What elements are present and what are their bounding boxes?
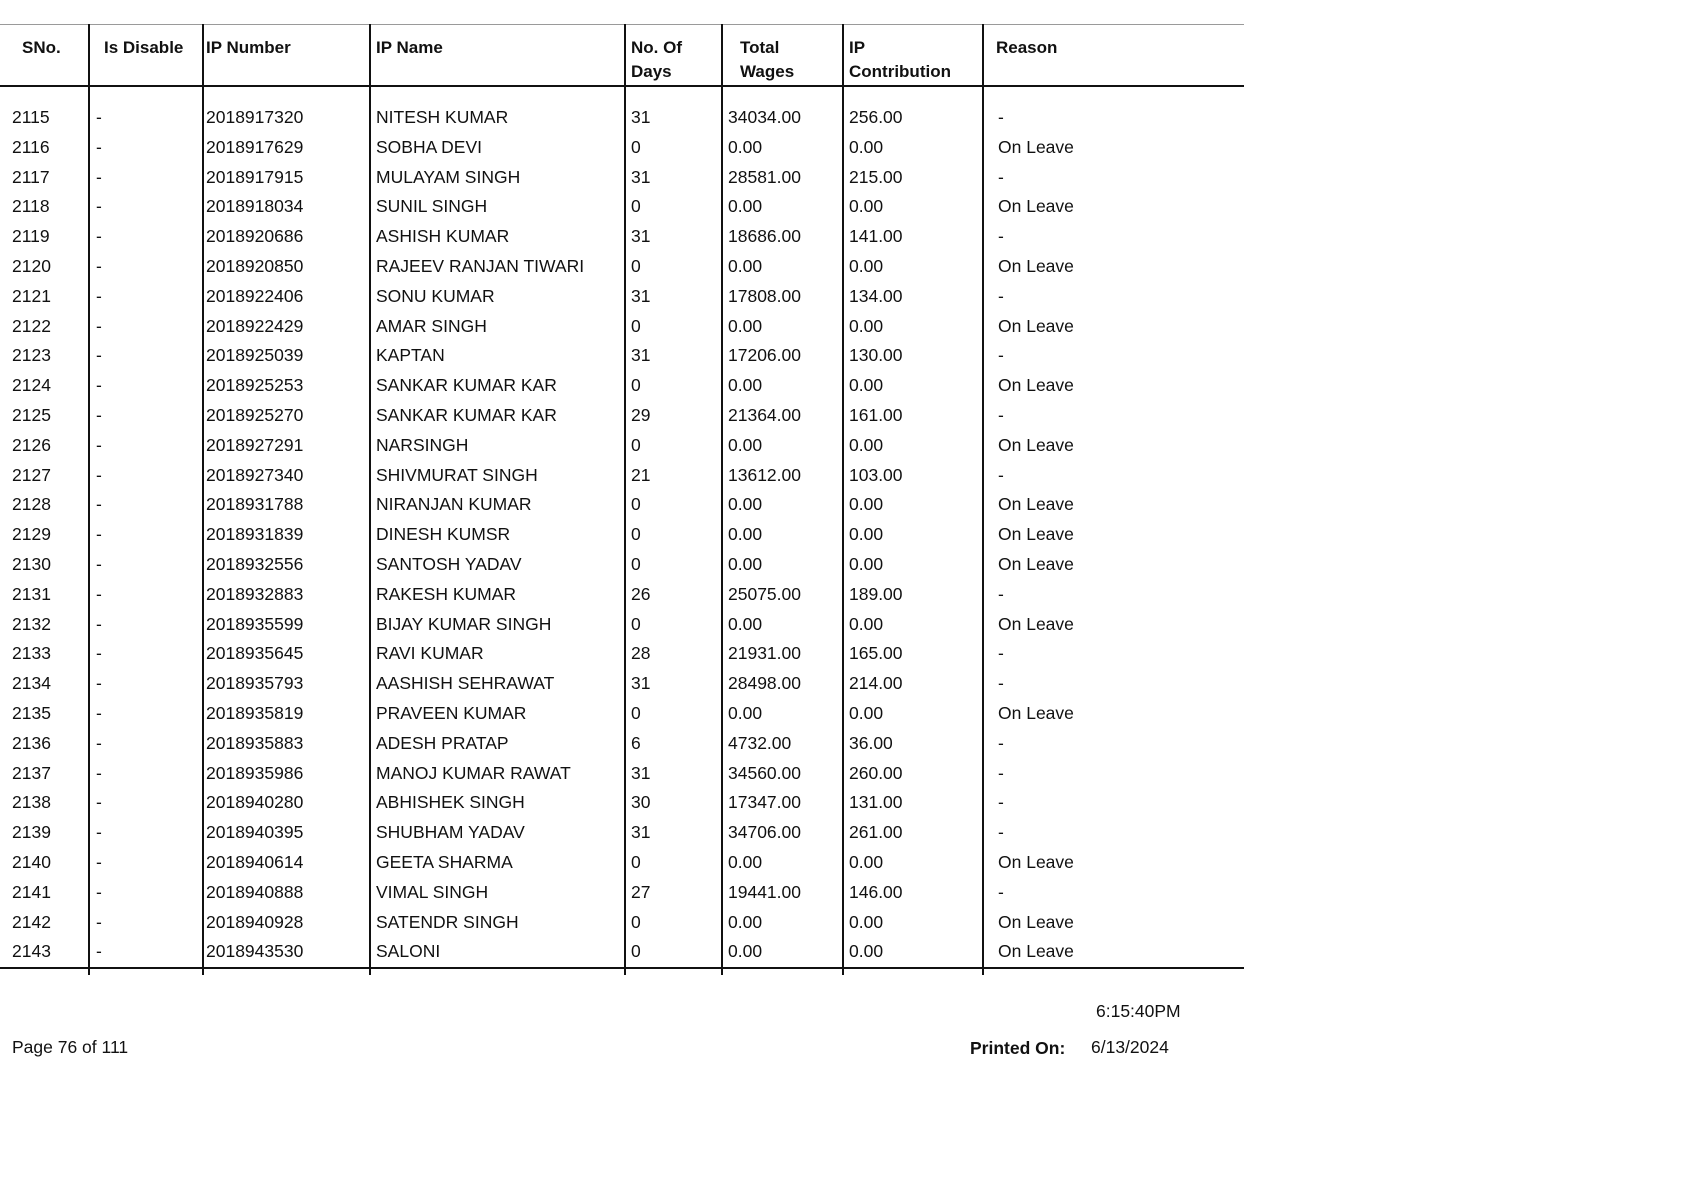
cell-sno: 2138 [12,792,51,813]
cell-is-disable: - [96,702,102,723]
cell-is-disable: - [96,226,102,247]
cell-total-wages: 0.00 [728,136,763,157]
cell-is-disable: - [96,345,102,366]
cell-is-disable: - [96,404,102,425]
cell-ip-name: NIRANJAN KUMAR [376,494,532,515]
cell-reason: On Leave [998,494,1074,515]
table-row [0,282,1244,312]
cell-ip-number: 2018927340 [206,464,304,485]
table-row [0,639,1244,669]
cell-sno: 2127 [12,464,51,485]
cell-sno: 2134 [12,673,51,694]
cell-total-wages: 34706.00 [728,822,801,843]
cell-is-disable: - [96,285,102,306]
cell-ip-number: 2018922406 [206,285,304,306]
cell-ip-number: 2018940928 [206,911,304,932]
cell-is-disable: - [96,553,102,574]
table-row [0,371,1244,401]
cell-ip-contribution: 0.00 [849,255,884,276]
cell-total-wages: 0.00 [728,434,763,455]
cell-is-disable: - [96,941,102,962]
cell-is-disable: - [96,643,102,664]
header-ip-contribution: IP Contribution [849,38,951,81]
cell-ip-number: 2018917320 [206,107,304,127]
table-row [0,312,1244,342]
cell-ip-number: 2018925253 [206,375,304,396]
cell-no-of-days: 0 [631,941,641,962]
header-bottom-rule [0,85,1244,87]
cell-ip-number: 2018931839 [206,524,304,545]
cell-ip-number: 2018935819 [206,702,304,723]
cell-reason: - [998,166,1004,187]
cell-ip-number: 2018943530 [206,941,304,962]
cell-ip-name: SOBHA DEVI [376,136,483,157]
contribution-table [0,24,1244,969]
cell-reason: On Leave [998,524,1074,545]
cell-ip-contribution: 0.00 [849,315,884,336]
cell-ip-number: 2018940888 [206,881,304,902]
cell-sno: 2130 [12,553,51,574]
cell-ip-number: 2018940280 [206,792,304,813]
page-number: Page 76 of 111 [12,1037,129,1057]
table-row [0,580,1244,610]
cell-ip-contribution: 131.00 [849,792,903,813]
cell-sno: 2143 [12,941,51,962]
cell-total-wages: 17206.00 [728,345,801,366]
cell-is-disable: - [96,822,102,843]
cell-is-disable: - [96,881,102,902]
cell-total-wages: 0.00 [728,196,763,217]
cell-ip-contribution: 0.00 [849,613,884,634]
cell-ip-contribution: 0.00 [849,851,884,872]
cell-is-disable: - [96,136,102,157]
table-row [0,818,1244,848]
cell-sno: 2140 [12,851,51,872]
cell-is-disable: - [96,911,102,932]
table-row [0,550,1244,580]
header-ip-name: IP Name [376,38,443,57]
cell-ip-number: 2018932883 [206,583,304,604]
cell-reason: - [998,643,1004,664]
cell-ip-contribution: 134.00 [849,285,903,306]
header-total-wages: Total Wages [740,38,795,81]
cell-reason: - [998,345,1004,366]
cell-ip-number: 2018935599 [206,613,304,634]
cell-ip-contribution: 260.00 [849,762,903,783]
cell-ip-number: 2018935793 [206,673,304,694]
cell-sno: 2142 [12,911,51,932]
cell-no-of-days: 30 [631,792,651,813]
cell-no-of-days: 31 [631,762,651,783]
table-row [0,133,1244,163]
table-row [0,252,1244,282]
cell-no-of-days: 31 [631,226,651,247]
cell-sno: 2118 [12,196,50,217]
cell-total-wages: 25075.00 [728,583,801,604]
cell-total-wages: 17347.00 [728,792,801,813]
cell-no-of-days: 31 [631,107,651,127]
cell-reason: - [998,464,1004,485]
cell-sno: 2126 [12,434,51,455]
cell-ip-contribution: 0.00 [849,941,884,962]
cell-total-wages: 28581.00 [728,166,801,187]
cell-ip-number: 2018931788 [206,494,304,515]
cell-ip-name: BIJAY KUMAR SINGH [376,613,552,634]
cell-reason: On Leave [998,613,1074,634]
cell-sno: 2135 [12,702,51,723]
column-divider-tick [842,967,844,975]
cell-ip-name: SHIVMURAT SINGH [376,464,538,485]
cell-total-wages: 0.00 [728,941,763,962]
cell-ip-contribution: 261.00 [849,822,903,843]
cell-ip-name: SATENDR SINGH [376,911,519,932]
cell-total-wages: 0.00 [728,702,763,723]
cell-reason: On Leave [998,851,1074,872]
cell-ip-name: SANKAR KUMAR KAR [376,404,557,425]
cell-reason: On Leave [998,375,1074,396]
cell-no-of-days: 27 [631,881,651,902]
header-is-disable: Is Disable [104,38,184,57]
cell-is-disable: - [96,792,102,813]
cell-ip-name: ABHISHEK SINGH [376,792,525,813]
cell-no-of-days: 0 [631,434,641,455]
cell-reason: On Leave [998,196,1074,217]
cell-ip-contribution: 214.00 [849,673,903,694]
header-no-of-days: No. Of Days [631,38,682,81]
cell-is-disable: - [96,315,102,336]
cell-reason: On Leave [998,255,1074,276]
table-row [0,461,1244,491]
cell-no-of-days: 0 [631,375,641,396]
table-row [0,431,1244,461]
table-row [0,610,1244,640]
cell-ip-name: MULAYAM SINGH [376,166,521,187]
cell-no-of-days: 6 [631,732,641,753]
cell-ip-contribution: 0.00 [849,196,884,217]
cell-ip-contribution: 0.00 [849,375,884,396]
cell-total-wages: 18686.00 [728,226,801,247]
table-bottom-rule [0,967,1244,969]
cell-ip-contribution: 161.00 [849,404,903,425]
cell-no-of-days: 31 [631,673,651,694]
table-row [0,163,1244,193]
cell-ip-contribution: 0.00 [849,911,884,932]
cell-ip-contribution: 0.00 [849,434,884,455]
cell-ip-number: 2018927291 [206,434,304,455]
column-divider-tick [624,967,626,975]
cell-reason: On Leave [998,702,1074,723]
cell-sno: 2141 [12,881,51,902]
cell-reason: - [998,792,1004,813]
cell-ip-number: 2018935645 [206,643,304,664]
table-row [0,878,1244,908]
cell-total-wages: 13612.00 [728,464,801,485]
cell-ip-name: SANKAR KUMAR KAR [376,375,557,396]
cell-no-of-days: 0 [631,136,641,157]
cell-ip-contribution: 141.00 [849,226,903,247]
cell-is-disable: - [96,196,102,217]
cell-ip-number: 2018918034 [206,196,304,217]
cell-ip-name: RAJEEV RANJAN TIWARI [376,255,585,276]
cell-ip-number: 2018935883 [206,732,304,753]
cell-sno: 2125 [12,404,51,425]
cell-no-of-days: 0 [631,851,641,872]
cell-sno: 2137 [12,762,51,783]
cell-total-wages: 28498.00 [728,673,801,694]
cell-is-disable: - [96,851,102,872]
cell-reason: - [998,732,1004,753]
cell-total-wages: 0.00 [728,524,763,545]
cell-reason: - [998,285,1004,306]
cell-ip-name: RAVI KUMAR [376,643,484,664]
cell-sno: 2123 [12,345,51,366]
table-row [0,699,1244,729]
cell-sno: 2116 [12,136,50,157]
table-row [0,759,1244,789]
cell-total-wages: 21364.00 [728,404,801,425]
cell-is-disable: - [96,524,102,545]
cell-no-of-days: 0 [631,255,641,276]
cell-sno: 2128 [12,494,51,515]
cell-ip-contribution: 165.00 [849,643,903,664]
cell-ip-contribution: 0.00 [849,136,884,157]
cell-ip-name: RAKESH KUMAR [376,583,517,604]
cell-no-of-days: 31 [631,166,651,187]
cell-total-wages: 4732.00 [728,732,792,753]
cell-reason: On Leave [998,941,1074,962]
cell-reason: - [998,881,1004,902]
cell-ip-name: DINESH KUMSR [376,524,511,545]
cell-ip-contribution: 130.00 [849,345,903,366]
cell-is-disable: - [96,375,102,396]
cell-ip-name: ASHISH KUMAR [376,226,510,247]
cell-sno: 2119 [12,226,50,247]
cell-ip-contribution: 146.00 [849,881,903,902]
table-row [0,103,1244,133]
cell-no-of-days: 0 [631,702,641,723]
cell-ip-contribution: 103.00 [849,464,903,485]
cell-sno: 2115 [12,107,50,127]
cell-ip-name: SALONI [376,941,441,962]
cell-reason: On Leave [998,434,1074,455]
cell-ip-name: SONU KUMAR [376,285,495,306]
cell-no-of-days: 21 [631,464,651,485]
cell-ip-name: PRAVEEN KUMAR [376,702,527,723]
cell-is-disable: - [96,613,102,634]
cell-total-wages: 21931.00 [728,643,801,664]
cell-total-wages: 0.00 [728,553,763,574]
cell-ip-name: NARSINGH [376,434,469,455]
column-divider-tick [369,967,371,975]
table-body [0,103,1244,967]
cell-sno: 2129 [12,524,51,545]
cell-no-of-days: 31 [631,345,651,366]
cell-total-wages: 0.00 [728,375,763,396]
cell-is-disable: - [96,732,102,753]
cell-ip-number: 2018925039 [206,345,304,366]
cell-ip-name: ADESH PRATAP [376,732,509,753]
cell-ip-name: KAPTAN [376,345,445,366]
cell-ip-contribution: 0.00 [849,524,884,545]
cell-total-wages: 0.00 [728,315,763,336]
cell-reason: On Leave [998,553,1074,574]
cell-ip-number: 2018932556 [206,553,304,574]
cell-ip-number: 2018917629 [206,136,304,157]
cell-ip-number: 2018935986 [206,762,304,783]
cell-reason: - [998,762,1004,783]
cell-no-of-days: 0 [631,196,641,217]
table-row [0,520,1244,550]
cell-sno: 2133 [12,643,51,664]
cell-no-of-days: 0 [631,524,641,545]
cell-total-wages: 0.00 [728,255,763,276]
column-divider-tick [202,967,204,975]
cell-ip-name: AMAR SINGH [376,315,487,336]
header-ip-number: IP Number [206,38,291,57]
cell-sno: 2117 [12,166,50,187]
table-row [0,848,1244,878]
table-row [0,341,1244,371]
cell-ip-number: 2018940614 [206,851,304,872]
cell-is-disable: - [96,762,102,783]
cell-ip-name: SUNIL SINGH [376,196,488,217]
cell-no-of-days: 0 [631,494,641,515]
cell-total-wages: 0.00 [728,911,763,932]
cell-total-wages: 0.00 [728,613,763,634]
cell-ip-name: SANTOSH YADAV [376,553,522,574]
cell-no-of-days: 26 [631,583,651,604]
cell-total-wages: 19441.00 [728,881,801,902]
cell-reason: - [998,404,1004,425]
cell-is-disable: - [96,255,102,276]
cell-sno: 2136 [12,732,51,753]
table-row [0,937,1244,967]
cell-ip-contribution: 0.00 [849,553,884,574]
cell-reason: On Leave [998,136,1074,157]
column-divider-tick [982,967,984,975]
cell-is-disable: - [96,464,102,485]
cell-no-of-days: 31 [631,822,651,843]
cell-ip-number: 2018917915 [206,166,304,187]
cell-is-disable: - [96,673,102,694]
cell-ip-name: SHUBHAM YADAV [376,822,525,843]
cell-no-of-days: 0 [631,315,641,336]
column-divider-tick [721,967,723,975]
cell-is-disable: - [96,494,102,515]
cell-sno: 2122 [12,315,51,336]
cell-ip-number: 2018920850 [206,255,304,276]
table-row [0,788,1244,818]
printed-date: 6/13/2024 [1091,1037,1169,1057]
cell-sno: 2121 [12,285,51,306]
printed-time: 6:15:40PM [1096,1001,1181,1021]
cell-total-wages: 0.00 [728,494,763,515]
cell-no-of-days: 0 [631,553,641,574]
cell-ip-name: NITESH KUMAR [376,107,509,127]
cell-reason: - [998,583,1004,604]
cell-ip-contribution: 215.00 [849,166,903,187]
cell-is-disable: - [96,107,102,127]
cell-total-wages: 34560.00 [728,762,801,783]
table-row [0,401,1244,431]
cell-is-disable: - [96,583,102,604]
cell-reason: - [998,673,1004,694]
cell-ip-contribution: 189.00 [849,583,903,604]
cell-ip-number: 2018925270 [206,404,304,425]
cell-no-of-days: 0 [631,613,641,634]
cell-sno: 2139 [12,822,51,843]
cell-ip-name: GEETA SHARMA [376,851,513,872]
cell-ip-number: 2018922429 [206,315,304,336]
table-row [0,222,1244,252]
cell-no-of-days: 0 [631,911,641,932]
cell-reason: On Leave [998,911,1074,932]
cell-reason: - [998,822,1004,843]
cell-sno: 2124 [12,375,51,396]
table-row [0,490,1244,520]
cell-sno: 2131 [12,583,51,604]
cell-ip-name: AASHISH SEHRAWAT [376,673,555,694]
table-row [0,908,1244,938]
cell-sno: 2120 [12,255,51,276]
cell-ip-contribution: 36.00 [849,732,893,753]
cell-ip-contribution: 256.00 [849,107,903,127]
cell-ip-number: 2018920686 [206,226,304,247]
cell-is-disable: - [96,434,102,455]
cell-ip-name: VIMAL SINGH [376,881,489,902]
table-row [0,669,1244,699]
cell-is-disable: - [96,166,102,187]
cell-total-wages: 34034.00 [728,107,801,127]
printed-on-label: Printed On: [970,1038,1066,1058]
cell-sno: 2132 [12,613,51,634]
header-sno: SNo. [22,38,61,57]
table-row [0,729,1244,759]
header-reason: Reason [996,38,1058,57]
cell-total-wages: 17808.00 [728,285,801,306]
cell-total-wages: 0.00 [728,851,763,872]
cell-no-of-days: 31 [631,285,651,306]
cell-reason: - [998,226,1004,247]
table-row [0,192,1244,222]
cell-ip-contribution: 0.00 [849,494,884,515]
column-divider-tick [88,967,90,975]
cell-no-of-days: 28 [631,643,651,664]
cell-ip-number: 2018940395 [206,822,304,843]
cell-ip-name: MANOJ KUMAR RAWAT [376,762,571,783]
cell-ip-contribution: 0.00 [849,702,884,723]
cell-reason: On Leave [998,315,1074,336]
cell-no-of-days: 29 [631,404,651,425]
cell-reason: - [998,107,1004,127]
